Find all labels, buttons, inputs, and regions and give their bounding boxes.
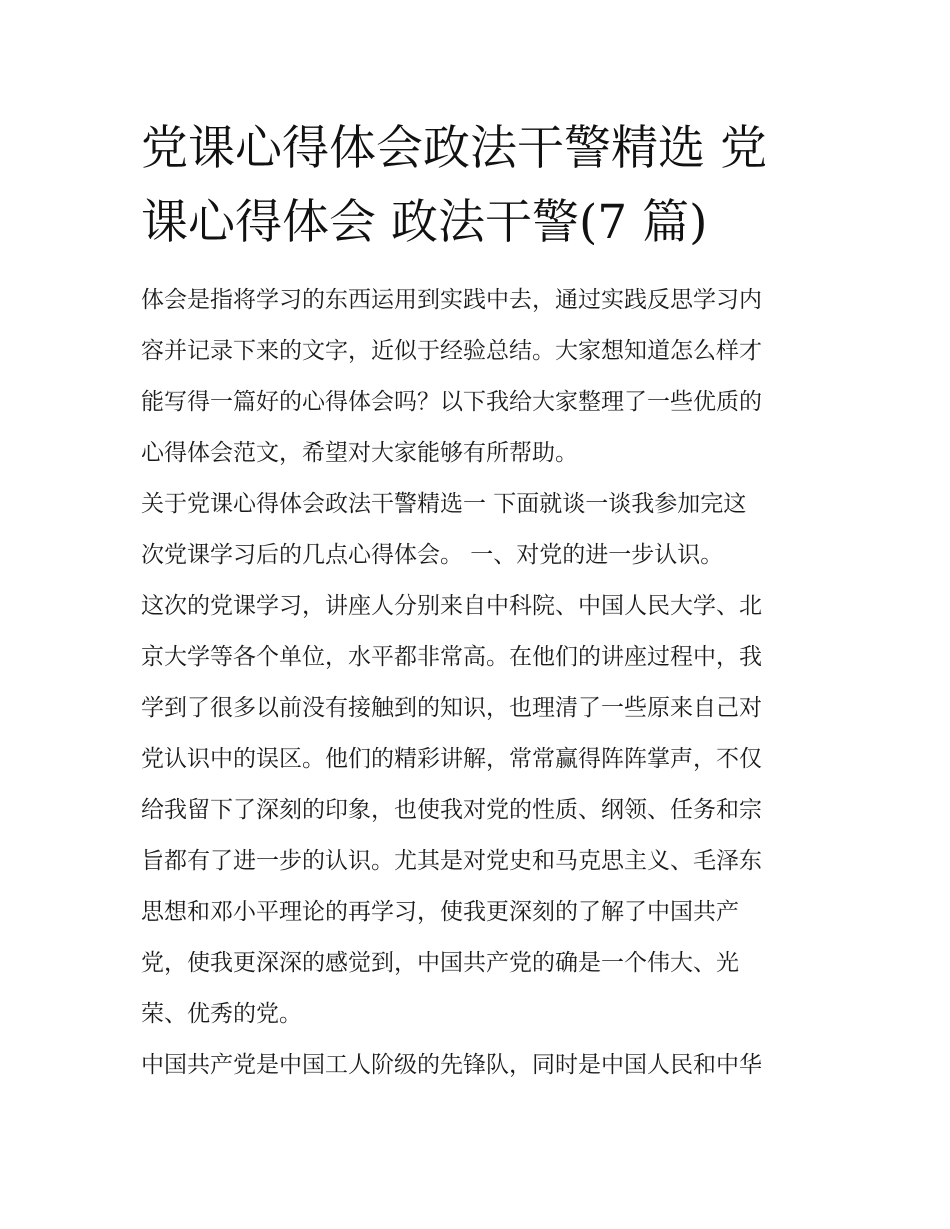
- title-block: [141, 112, 821, 260]
- paragraph-line: 体会是指将学习的东西运用到实践中去，通过实践反思学习内: [141, 287, 762, 313]
- paragraph-line: 给我留下了深刻的印象，也使我对党的性质、纲领、任务和宗: [141, 797, 762, 823]
- document-title: [141, 112, 821, 260]
- paragraph-line: 心得体会范文，希望对大家能够有所帮助。: [141, 440, 578, 466]
- paragraph-line: 党，使我更深深的感觉到，中国共产党的确是一个伟大、光: [141, 950, 739, 976]
- paragraph-line: 京大学等各个单位，水平都非常高。在他们的讲座过程中，我: [141, 644, 762, 670]
- title-line-1: 党课心得体会政法干警精选 党: [141, 121, 767, 176]
- paragraph-line: 容并记录下来的文字，近似于经验总结。大家想知道怎么样才: [141, 338, 762, 364]
- document-body: [141, 112, 821, 1091]
- paragraph-line: 旨都有了进一步的认识。尤其是对党史和马克思主义、毛泽东: [141, 848, 762, 874]
- paragraph-party-class: [141, 581, 821, 1040]
- paragraph-line: 关于党课心得体会政法干警精选一 下面就谈一谈我参加完这: [141, 491, 747, 517]
- paragraph-intro: [141, 275, 821, 479]
- paragraph-line: 这次的党课学习，讲座人分别来自中科院、中国人民大学、北: [141, 593, 762, 619]
- title-line-2: 课心得体会 政法干警(7 篇): [141, 195, 708, 250]
- paragraph-line: 中国共产党是中国工人阶级的先锋队，同时是中国人民和中华: [141, 1052, 762, 1078]
- paragraph-vanguard: [141, 1040, 821, 1091]
- paragraph-line: 学到了很多以前没有接触到的知识，也理清了一些原来自己对: [141, 695, 762, 721]
- paragraph-line: 荣、优秀的党。: [141, 1001, 302, 1027]
- paragraph-line: 次党课学习后的几点心得体会。 一、对党的进一步认识。: [141, 542, 724, 568]
- paragraph-line: 能写得一篇好的心得体会吗？以下我给大家整理了一些优质的: [141, 389, 762, 415]
- paragraph-line: 思想和邓小平理论的再学习，使我更深刻的了解了中国共产: [141, 899, 739, 925]
- paragraph-line: 党认识中的误区。他们的精彩讲解，常常赢得阵阵掌声，不仅: [141, 746, 762, 772]
- paragraph-section-one: [141, 479, 821, 581]
